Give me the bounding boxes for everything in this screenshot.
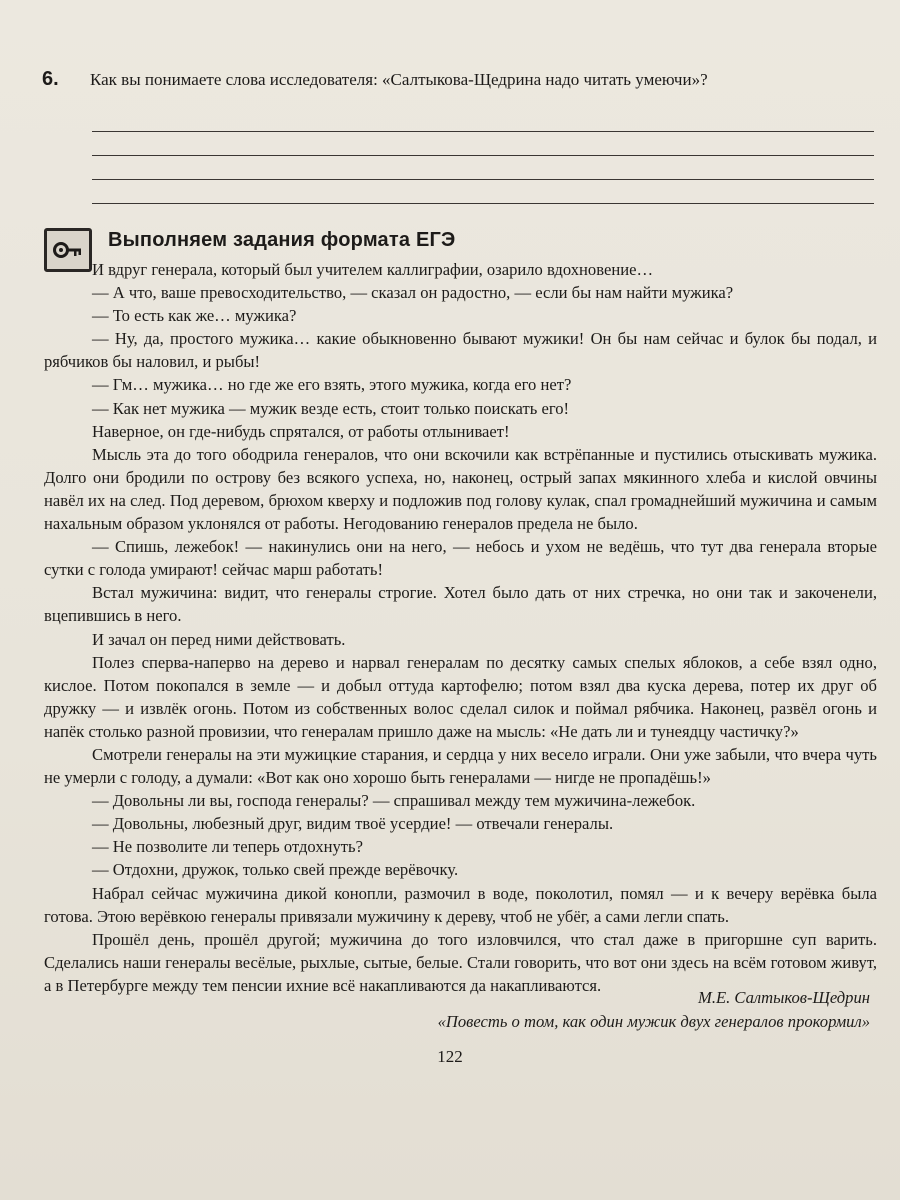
story-text: [44, 258, 877, 997]
paragraph: Наверное, он где-нибудь спрятался, от работы отлынивает!: [92, 421, 510, 441]
paragraph: И зачал он перед ними действовать.: [92, 629, 346, 649]
task-6: [42, 68, 872, 91]
page-number: 122: [437, 1047, 463, 1066]
key-icon-glyph: [52, 240, 84, 260]
paragraph: — Не позволите ли теперь отдохнуть?: [92, 837, 363, 857]
paragraph: Смотрели генералы на эти мужицкие старания, и сердца у них весело играли. Они уже забыли, что вчера чуть не умерли с голоду, а думали: «Вот как оно хорошо быть генералами — нигде не пропадёшь!»: [44, 744, 877, 788]
paragraph: — Спишь, лежебок! — накинулись они на него, — небось и ухом не ведёшь, что тут два генерала вторые сутки с голода умирают! сейчас марш работать!: [44, 537, 877, 580]
answer-lines[interactable]: [92, 108, 874, 204]
paragraph: Мысль эта до того ободрила генералов, что они вскочили как встрёпанные и пустились отыскивать мужика. Долго они бродили по острову без всякого успеха, но, наконец, острый запах мякинного хлеба и кислой овчины навёл их на след. Под деревом, брюхом кверху и подложив под голову кулак, спал громаднейший мужичина и самым нахальным образом уклонялся от работы. Негодованию генералов предела не было.: [44, 444, 877, 534]
signature: [438, 986, 870, 1033]
paragraph: — То есть как же… мужика?: [92, 306, 297, 326]
paragraph: Полез сперва-наперво на дерево и нарвал генералам по десятку самых спелых яблоков, а себе взял одно, кислое. Потом покопался в земле — и добыл оттуда картофелю; потом взял два куска дерева, потер их друг об дружку — и извлёк огонь. Потом из собственных волос сделал силок и поймал рябчика. Наконец, развёл огонь и напёк столько разной провизии, что генералам пришло даже на мысль: «Не дать ли и тунеядцу частичку?»: [44, 652, 877, 741]
paragraph: — Отдохни, дружок, только свей прежде верёвочку.: [92, 860, 459, 880]
paragraph: — Довольны, любезный друг, видим твоё усердие! — отвечали генералы.: [92, 814, 614, 834]
signature-work: «Повесть о том, как один мужик двух генералов прокормил»: [437, 1011, 870, 1031]
paragraph: — Довольны ли вы, господа генералы? — спрашивал между тем мужичина-лежебок.: [92, 791, 696, 811]
task-question: Как вы понимаете слова исследователя: «Салтыкова-Щедрина надо читать умеючи»?: [90, 70, 708, 89]
task-number: 6.: [42, 68, 59, 90]
paragraph: Встал мужичина: видит, что генералы строгие. Хотел было дать от них стречка, но они так и закоченели, вцепившись в него.: [44, 583, 877, 626]
answer-line[interactable]: [92, 108, 874, 132]
answer-line[interactable]: [92, 180, 874, 204]
paragraph: Прошёл день, прошёл другой; мужичина до того изловчился, что стал даже в пригоршне суп варить. Сделались наши генералы весёлые, рыхлые, сытые, белые. Стали говорить, что вот они здесь на всём готовом живут, а в Петербурге между тем пенсии ихние всё накапливаются да накапливаются.: [44, 929, 877, 995]
answer-line[interactable]: [92, 132, 874, 156]
paragraph: — Гм… мужика… но где же его взять, этого мужика, когда его нет?: [92, 375, 572, 395]
section-title: Выполняем задания формата ЕГЭ: [108, 229, 456, 251]
answer-line[interactable]: [92, 156, 874, 180]
paragraph: Набрал сейчас мужичина дикой конопли, размочил в воде, поколотил, помял — и к вечеру верёвка была готова. Этою верёвкою генералы привязали мужичину к дереву, чтоб не убёг, а сами легли спать.: [44, 883, 877, 926]
paragraph: — Как нет мужика — мужик везде есть, стоит только поискать его!: [92, 398, 570, 418]
paragraph: — А что, ваше превосходительство, — сказал он радостно, — если бы нам найти мужика?: [92, 283, 734, 303]
paragraph: И вдруг генерала, который был учителем каллиграфии, озарило вдохновение…: [92, 260, 654, 279]
paragraph: — Ну, да, простого мужика… какие обыкновенно бывают мужики! Он бы нам сейчас и булок бы подал, и рябчиков бы наловил, и рыбы!: [44, 329, 877, 372]
signature-author: М.Е. Салтыков-Щедрин: [698, 988, 870, 1007]
